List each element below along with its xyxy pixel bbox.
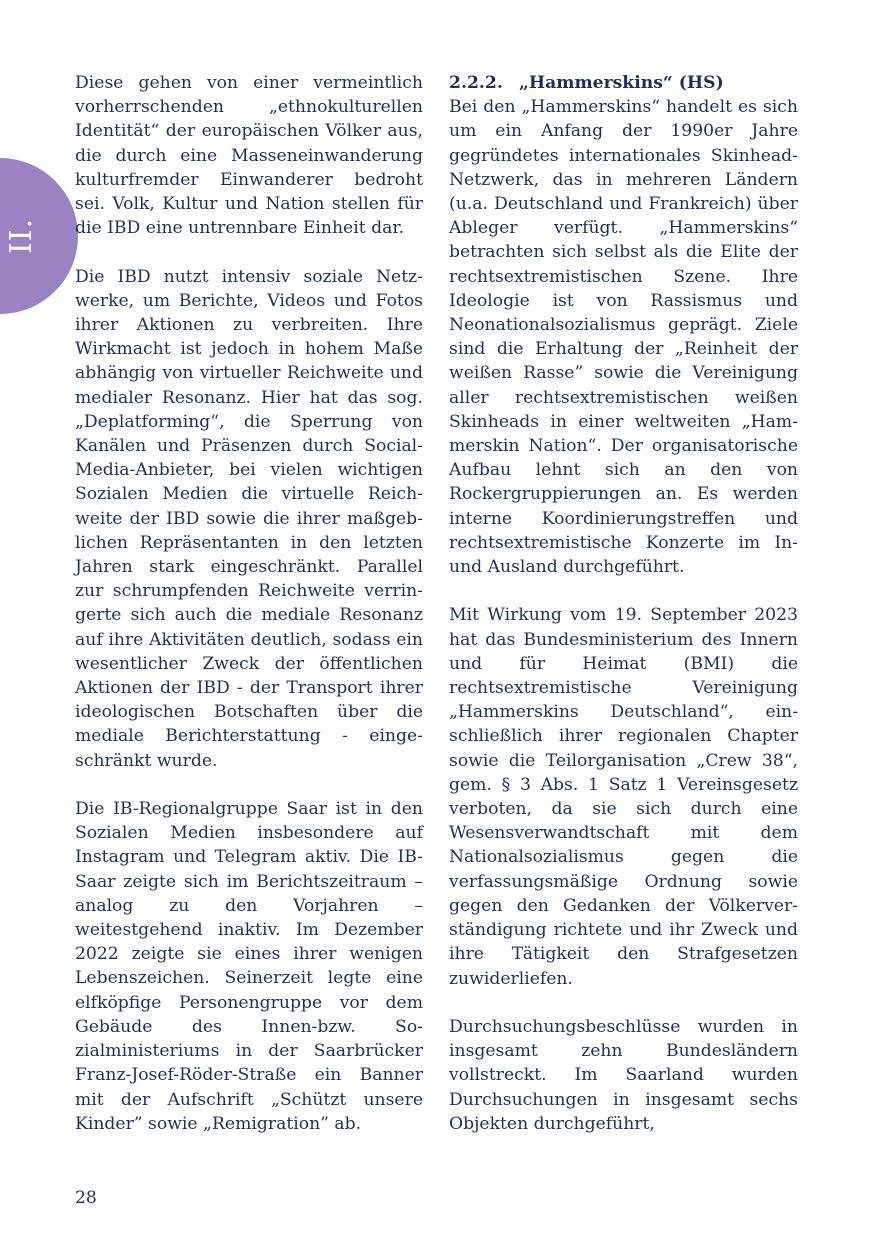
page-number: 28	[75, 1188, 97, 1208]
section-title: „Hammerskins“ (HS)	[519, 73, 724, 93]
section-number: 2.2.2.	[449, 73, 503, 93]
right-paragraph-2: Mit Wirkung vom 19. September 2023 hat das Bundesministerium des Innern und für Heimat (BMI) die rechtsextremistische Vereinigung „Hammerskins Deutschland“, einschließlich ihrer regionalen Chapter sowie die Teilorganisation „Crew 38“, gem. § 3 Abs. 1 Satz 1 Vereinsgesetz verboten, da sie sich durch eine Wesensverwandtschaft mit dem Nationalsozialismus gegen die verfassungsmäßige Ordnung sowie gegen den Gedanken der Völkerverständigung richtete und ihr Zweck und ihre Tätigkeit den Strafgesetzen zuwiderliefen.	[449, 605, 798, 989]
right-paragraph-3: Durchsuchungsbeschlüsse wurden in insgesamt zehn Bundesländern vollstreckt. Im Saarland wurden Durchsuchungen in insgesamt sechs Objekten durchgeführt,	[449, 1016, 798, 1134]
chapter-marker: II.	[4, 217, 39, 255]
section-heading	[449, 71, 798, 95]
left-paragraph-3: Die IB-Regionalgruppe Saar ist in den Sozialen Medien insbesondere auf Instagram und Telegram aktiv. Die IB-Saar zeigte sich im Berichtszeitraum – analog zu den Vorjahren – weitestgehend inaktiv. Im Dezember 2022 zeigte sie eines ihrer wenigen Lebenszeichen. Seinerzeit legte eine elfköpfige Personengruppe vor dem Gebäude des Innen-bzw. Sozialministeriums in der Saarbrücker Franz-Josef-Röder-Straße ein Banner mit der Aufschrift „Schützt unsere Kinder” sowie „Remigration” ab.	[75, 799, 423, 1134]
left-column	[75, 71, 423, 1160]
left-paragraph-2: Die IBD nutzt intensiv soziale Netzwerke, um Berichte, Videos und Fotos ihrer Aktionen zu verbreiten. Ihre Wirkmacht ist jedoch in hohem Maße abhängig von virtueller Reichweite und medialer Resonanz. Hier hat das sog. „Deplatforming“, die Sperrung von Kanälen und Präsenzen durch Social-Media-Anbieter, bei vielen wichtigen Sozialen Medien die virtuelle Reichweite der IBD sowie die ihrer maßgeblichen Repräsentanten in den letzten Jahren stark eingeschränkt. Parallel zur schrumpfenden Reichweite verringerte sich auch die mediale Resonanz auf ihre Aktivitäten deutlich, sodass ein wesentlicher Zweck der öffentlichen Aktionen der IBD - der Transport ihrer ideologischen Botschaften über die mediale Berichterstattung - eingeschränkt wurde.	[75, 266, 423, 771]
left-paragraph-1: Diese gehen von einer vermeintlich vorherrschenden „ethnokulturellen Identität“ der europäischen Völker aus, die durch eine Masseneinwanderung kulturfremder Einwanderer bedroht sei. Volk, Kultur und Nation stellen für die IBD eine untrennbare Einheit dar.	[75, 73, 423, 239]
right-paragraph-1: Bei den „Hammerskins“ handelt es sich um ein Anfang der 1990er Jahre gegründetes internationales Skinhead-Netzwerk, das in mehreren Ländern (u.a. Deutschland und Frankreich) über Ableger verfügt. „Hammerskins“ betrachten sich selbst als die Elite der rechtsextremistischen Szene. Ihre Ideologie ist von Rassismus und Neonationalsozialismus geprägt. Ziele sind die Erhaltung der „Reinheit der weißen Rasse” sowie die Vereinigung aller rechtsextremistischen weißen Skinheads in einer weltweiten „Hammerskin Nation“. Der organisatorische Aufbau lehnt sich an den von Rockergruppierungen an. Es werden interne Koordinierungstreffen und rechtsextremistische Konzerte im In- und Ausland durchgeführt.	[449, 97, 798, 578]
right-column	[449, 71, 798, 1160]
